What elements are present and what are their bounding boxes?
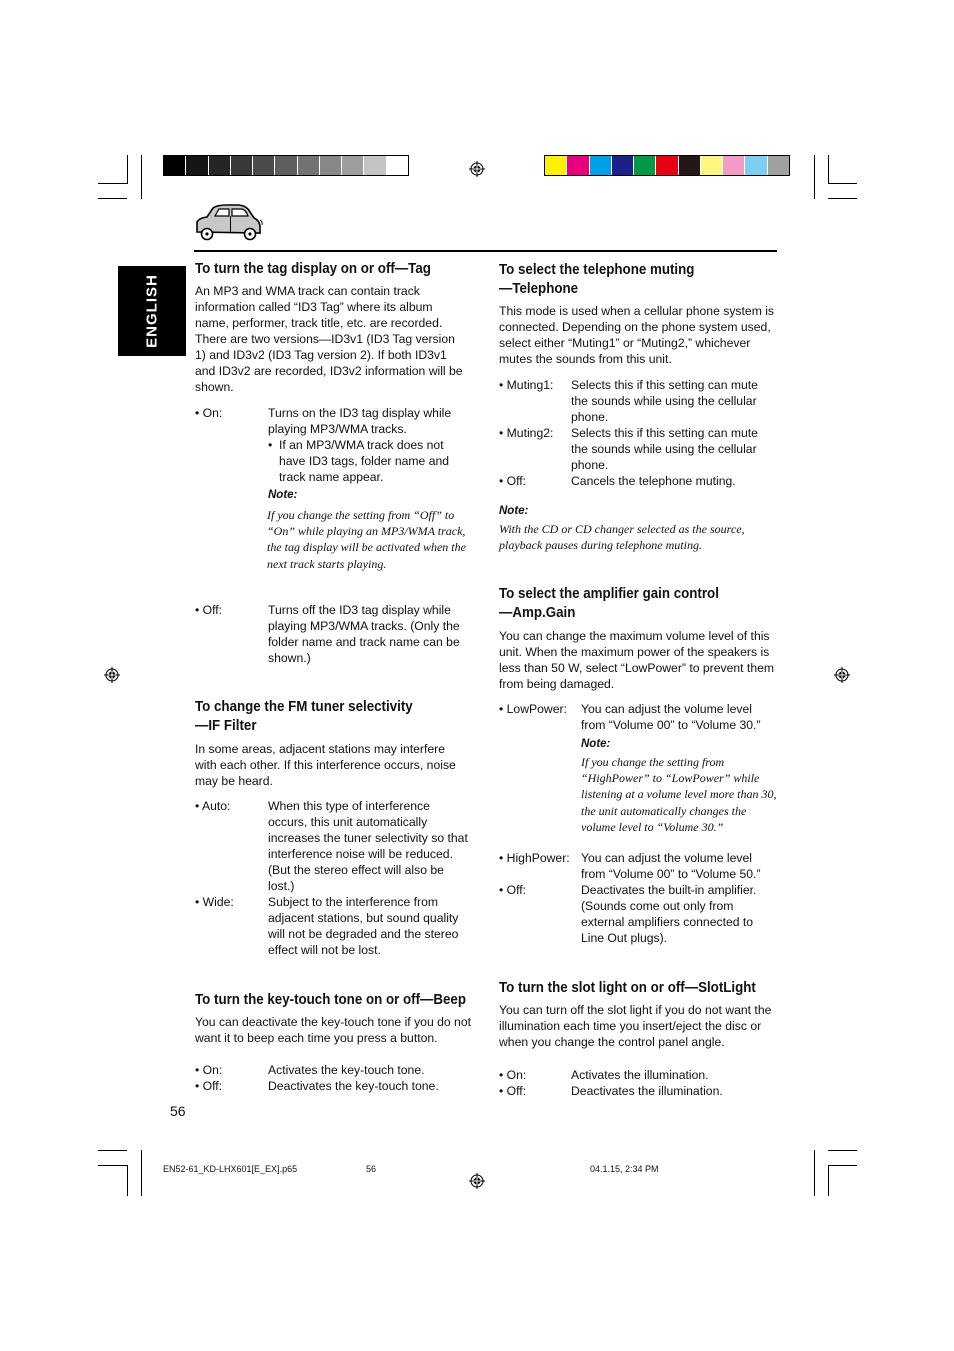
section-title-if-filter-1: To change the FM tuner selectivity bbox=[195, 699, 413, 715]
option-label-tag-off: • Off: bbox=[195, 603, 223, 617]
option-desc-beep-on: Activates the key-touch tone. bbox=[268, 1063, 425, 1077]
gray-swatch bbox=[252, 156, 274, 175]
color-swatch bbox=[633, 156, 655, 175]
color-swatch bbox=[767, 156, 789, 175]
option-label-beep-on: • On: bbox=[195, 1063, 223, 1077]
registration-mark-icon bbox=[104, 667, 120, 683]
footer-filename: EN52-61_KD-LHX601[E_EX].p65 bbox=[163, 1164, 298, 1174]
color-swatch bbox=[678, 156, 700, 175]
option-desc-auto: When this type of interference occurs, this unit automatically increases the tuner selectivity so that interference noise will be reduced. (But the stereo effect will also be lost.) bbox=[268, 799, 468, 893]
option-desc-slotlight-on: Activates the illumination. bbox=[571, 1068, 709, 1082]
section-title-tag: To turn the tag display on or off—Tag bbox=[195, 261, 431, 277]
color-swatch bbox=[722, 156, 744, 175]
note-text-tag: If you change the setting from “Off” to “On” while playing an MP3/WMA track, the tag display will be activated when the next track starts playing. bbox=[267, 508, 466, 571]
option-desc-muting2: Selects this if this setting can mute the sounds while using the cellular phone. bbox=[571, 426, 758, 472]
option-label-wide: • Wide: bbox=[195, 895, 234, 909]
gray-swatch bbox=[319, 156, 341, 175]
gray-swatch bbox=[363, 156, 385, 175]
section-body-tag: An MP3 and WMA track can contain track information called “ID3 Tag” where its album name, performer, track title, etc. are recorded. There are two versions—ID3v1 (ID3 Tag version 1) and ID3v2 (ID3 Tag version 2). If both ID3v1 and ID3v2 are recorded, ID3v2 information will be shown. bbox=[195, 284, 463, 394]
footer-page: 56 bbox=[366, 1164, 377, 1174]
section-title-amp-gain-1: To select the amplifier gain control bbox=[499, 586, 719, 602]
color-calibration-bar bbox=[544, 155, 790, 176]
note-text-telephone: With the CD or CD changer selected as the source, playback pauses during telephone muting. bbox=[499, 522, 745, 553]
option-label-tag-on: • On: bbox=[195, 406, 223, 420]
note-label: Note: bbox=[268, 489, 298, 501]
option-label-muting1: • Muting1: bbox=[499, 378, 554, 392]
language-tab-label: ENGLISH bbox=[143, 274, 161, 348]
gray-swatch bbox=[274, 156, 296, 175]
option-desc-wide: Subject to the interference from adjacent stations, but sound quality will not be degraded and the stereo effect will not be lost. bbox=[268, 895, 459, 957]
option-label-muting2: • Muting2: bbox=[499, 426, 554, 440]
option-desc-highpower: You can adjust the volume level from “Volume 00” to “Volume 50.” bbox=[581, 851, 761, 881]
option-label-slotlight-on: • On: bbox=[499, 1068, 527, 1082]
footer-date: 04.1.15, 2:34 PM bbox=[590, 1164, 659, 1174]
gray-swatch bbox=[164, 156, 185, 175]
section-title-if-filter-2: —IF Filter bbox=[195, 718, 257, 734]
page-number: 56 bbox=[170, 1103, 186, 1119]
option-desc-beep-off: Deactivates the key-touch tone. bbox=[268, 1079, 439, 1093]
section-body-if-filter: In some areas, adjacent stations may interfere with each other. If this interference occurs, noise may be heard. bbox=[195, 742, 456, 788]
option-label-amp-off: • Off: bbox=[499, 883, 527, 897]
option-desc-tag-on: Turns on the ID3 tag display while playing MP3/WMA tracks. bbox=[268, 406, 452, 436]
option-desc-slotlight-off: Deactivates the illumination. bbox=[571, 1084, 723, 1098]
gray-swatch bbox=[208, 156, 230, 175]
car-icon bbox=[193, 202, 265, 244]
header-rule bbox=[194, 250, 777, 252]
option-label-telephone-off: • Off: bbox=[499, 474, 527, 488]
option-desc-muting1: Selects this if this setting can mute the sounds while using the cellular phone. bbox=[571, 378, 758, 424]
registration-mark-icon bbox=[834, 667, 850, 683]
gray-swatch bbox=[297, 156, 319, 175]
registration-mark-icon bbox=[469, 161, 485, 177]
registration-mark-icon bbox=[469, 1173, 485, 1189]
section-title-beep: To turn the key-touch tone on or off—Beep bbox=[195, 992, 466, 1008]
gray-swatch bbox=[341, 156, 363, 175]
color-swatch bbox=[744, 156, 766, 175]
section-title-telephone-1: To select the telephone muting bbox=[499, 262, 695, 278]
gray-calibration-bar bbox=[163, 155, 409, 176]
section-body-slotlight: You can turn off the slot light if you do not want the illumination each time you insert/eject the disc or when you change the control panel angle. bbox=[499, 1003, 772, 1049]
section-title-amp-gain-2: —Amp.Gain bbox=[499, 605, 576, 621]
section-body-telephone: This mode is used when a cellular phone system is connected. Depending on the phone system used, select either “Muting1” or “Muting2,” whichever mutes the sounds from this unit. bbox=[499, 304, 775, 366]
section-title-telephone-2: —Telephone bbox=[499, 281, 579, 297]
note-text-amp-gain: If you change the setting from “HighPower” to “LowPower” while listening at a volume level more than 30, the unit automatically changes the volume level to “Volume 30.” bbox=[581, 755, 777, 834]
note-label: Note: bbox=[499, 505, 529, 517]
color-swatch bbox=[655, 156, 677, 175]
option-label-slotlight-off: • Off: bbox=[499, 1084, 527, 1098]
option-desc-telephone-off: Cancels the telephone muting. bbox=[571, 474, 736, 488]
color-swatch bbox=[700, 156, 722, 175]
color-swatch bbox=[611, 156, 633, 175]
option-sub-tag-on: If an MP3/WMA track does not have ID3 tags, folder name and track name appear. bbox=[279, 438, 450, 484]
sub-bullet: • bbox=[268, 438, 273, 452]
gray-swatch bbox=[185, 156, 207, 175]
option-desc-tag-off: Turns off the ID3 tag display while playing MP3/WMA tracks. (Only the folder name and track name can be shown.) bbox=[268, 603, 460, 665]
gray-swatch bbox=[386, 156, 408, 175]
option-desc-lowpower: You can adjust the volume level from “Volume 00” to “Volume 30.” bbox=[581, 702, 761, 732]
option-label-lowpower: • LowPower: bbox=[499, 702, 567, 716]
section-title-slotlight: To turn the slot light on or off—SlotLight bbox=[499, 980, 756, 996]
option-desc-amp-off: Deactivates the built-in amplifier. (Sounds come out only from external amplifiers connected to Line Out plugs). bbox=[581, 883, 757, 945]
option-label-beep-off: • Off: bbox=[195, 1079, 223, 1093]
section-body-amp-gain: You can change the maximum volume level of this unit. When the maximum power of the speakers is less than 50 W, select “LowPower” to prevent them from being damaged. bbox=[499, 629, 775, 691]
color-swatch bbox=[589, 156, 611, 175]
gray-swatch bbox=[230, 156, 252, 175]
color-swatch bbox=[545, 156, 566, 175]
option-label-auto: • Auto: bbox=[195, 799, 231, 813]
note-label: Note: bbox=[581, 738, 611, 750]
option-label-highpower: • HighPower: bbox=[499, 851, 570, 865]
section-body-beep: You can deactivate the key-touch tone if you do not want it to beep each time you press a button. bbox=[195, 1015, 471, 1045]
color-swatch bbox=[566, 156, 588, 175]
language-tab bbox=[118, 266, 186, 356]
